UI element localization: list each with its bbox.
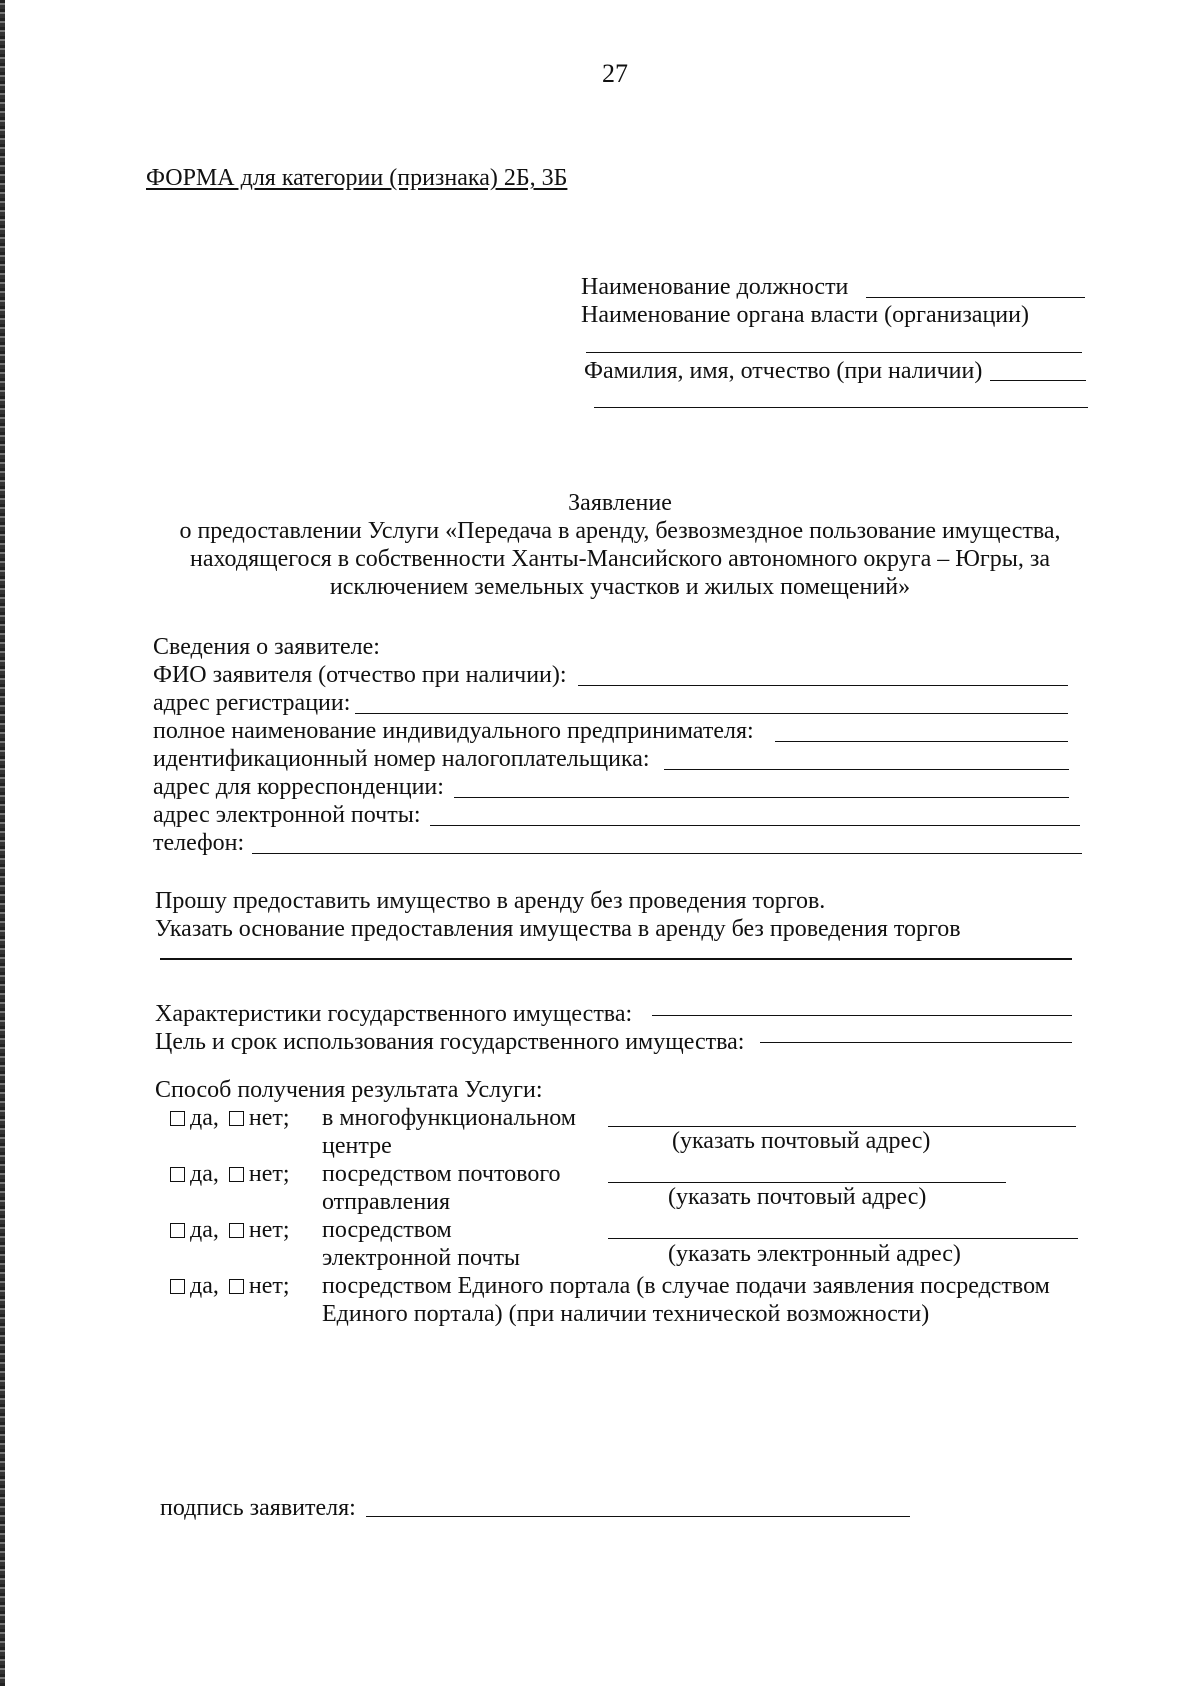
- delivery-section-label: Способ получения результата Услуги:: [155, 1077, 543, 1103]
- phone-field[interactable]: [252, 853, 1082, 854]
- inn-label: идентификационный номер налогоплательщика:: [153, 746, 650, 772]
- heading-title: Заявление: [568, 490, 672, 516]
- delivery-option-3-line-1: посредством: [322, 1217, 452, 1243]
- yes-label: да,: [190, 1217, 219, 1243]
- delivery-option-1-choice: [170, 1104, 290, 1132]
- delivery-option-4-line-1: посредством Единого портала (в случае подачи заявления посредством: [322, 1273, 1050, 1299]
- delivery-option-1-line-1: в многофункциональном: [322, 1105, 576, 1131]
- no-checkbox[interactable]: [229, 1167, 244, 1182]
- no-label: нет;: [248, 1273, 290, 1299]
- delivery-option-4-line-2: Единого портала) (при наличии технической возможности): [322, 1301, 930, 1327]
- delivery-option-2-line-2: отправления: [322, 1189, 451, 1215]
- yes-checkbox[interactable]: [170, 1111, 185, 1126]
- position-label: Наименование должности: [581, 274, 849, 300]
- fio-blank-1[interactable]: [990, 380, 1086, 381]
- delivery-option-4-choice: [170, 1272, 290, 1300]
- heading-line-1: о предоставлении Услуги «Передача в аренду, безвозмездное пользование имущества,: [179, 518, 1061, 544]
- page-number: 27: [602, 59, 628, 88]
- yes-checkbox[interactable]: [170, 1223, 185, 1238]
- registration-address-label: адрес регистрации:: [153, 690, 351, 716]
- authority-blank[interactable]: [586, 352, 1082, 353]
- position-blank[interactable]: [866, 297, 1085, 298]
- no-checkbox[interactable]: [229, 1111, 244, 1126]
- delivery-option-2-line-1: посредством почтового: [322, 1161, 561, 1187]
- heading-line-3: исключением земельных участков и жилых помещений»: [329, 574, 911, 600]
- request-basis-field[interactable]: [160, 958, 1072, 960]
- entrepreneur-name-field[interactable]: [775, 741, 1068, 742]
- property-purpose-label: Цель и срок использования государственного имущества:: [155, 1029, 745, 1055]
- applicant-fio-field[interactable]: [578, 685, 1068, 686]
- applicant-section-label: Сведения о заявителе:: [153, 634, 380, 660]
- delivery-option-3-hint: (указать электронный адрес): [668, 1241, 961, 1267]
- signature-field[interactable]: [366, 1516, 910, 1517]
- entrepreneur-name-label: полное наименование индивидуального предпринимателя:: [153, 718, 754, 744]
- signature-label: подпись заявителя:: [160, 1495, 356, 1521]
- delivery-option-2-hint: (указать почтовый адрес): [668, 1184, 927, 1210]
- delivery-option-3-field[interactable]: [608, 1238, 1078, 1239]
- heading-line-2: находящегося в собственности Ханты-Мансийского автономного округа – Югры, за: [189, 546, 1051, 572]
- correspondence-address-field[interactable]: [454, 797, 1069, 798]
- correspondence-address-label: адрес для корреспонденции:: [153, 774, 444, 800]
- delivery-option-3-choice: [170, 1216, 290, 1244]
- delivery-option-2-choice: [170, 1160, 290, 1188]
- form-title: ФОРМА для категории (признака) 2Б, 3Б: [146, 165, 568, 191]
- no-label: нет;: [248, 1217, 290, 1243]
- request-line-1: Прошу предоставить имущество в аренду без проведения торгов.: [155, 888, 826, 914]
- yes-label: да,: [190, 1273, 219, 1299]
- property-characteristics-label: Характеристики государственного имущества:: [155, 1001, 633, 1027]
- scan-edge: [0, 0, 5, 1686]
- no-checkbox[interactable]: [229, 1279, 244, 1294]
- yes-checkbox[interactable]: [170, 1167, 185, 1182]
- request-line-2: Указать основание предоставления имущества в аренду без проведения торгов: [155, 916, 961, 942]
- fio-blank-2[interactable]: [594, 407, 1088, 408]
- email-label: адрес электронной почты:: [153, 802, 421, 828]
- no-label: нет;: [248, 1161, 290, 1187]
- yes-label: да,: [190, 1161, 219, 1187]
- authority-label: Наименование органа власти (организации): [581, 302, 1029, 328]
- property-characteristics-field[interactable]: [652, 1015, 1072, 1016]
- email-field[interactable]: [430, 825, 1080, 826]
- delivery-option-1-hint: (указать почтовый адрес): [672, 1128, 931, 1154]
- applicant-fio-label: ФИО заявителя (отчество при наличии):: [153, 662, 567, 688]
- delivery-option-3-line-2: электронной почты: [322, 1245, 521, 1271]
- inn-field[interactable]: [664, 769, 1069, 770]
- yes-label: да,: [190, 1105, 219, 1131]
- no-checkbox[interactable]: [229, 1223, 244, 1238]
- registration-address-field[interactable]: [355, 713, 1068, 714]
- delivery-option-1-line-2: центре: [322, 1133, 392, 1159]
- phone-label: телефон:: [153, 830, 245, 856]
- no-label: нет;: [248, 1105, 290, 1131]
- fio-label: Фамилия, имя, отчество (при наличии): [584, 358, 983, 384]
- yes-checkbox[interactable]: [170, 1279, 185, 1294]
- property-purpose-field[interactable]: [760, 1042, 1072, 1043]
